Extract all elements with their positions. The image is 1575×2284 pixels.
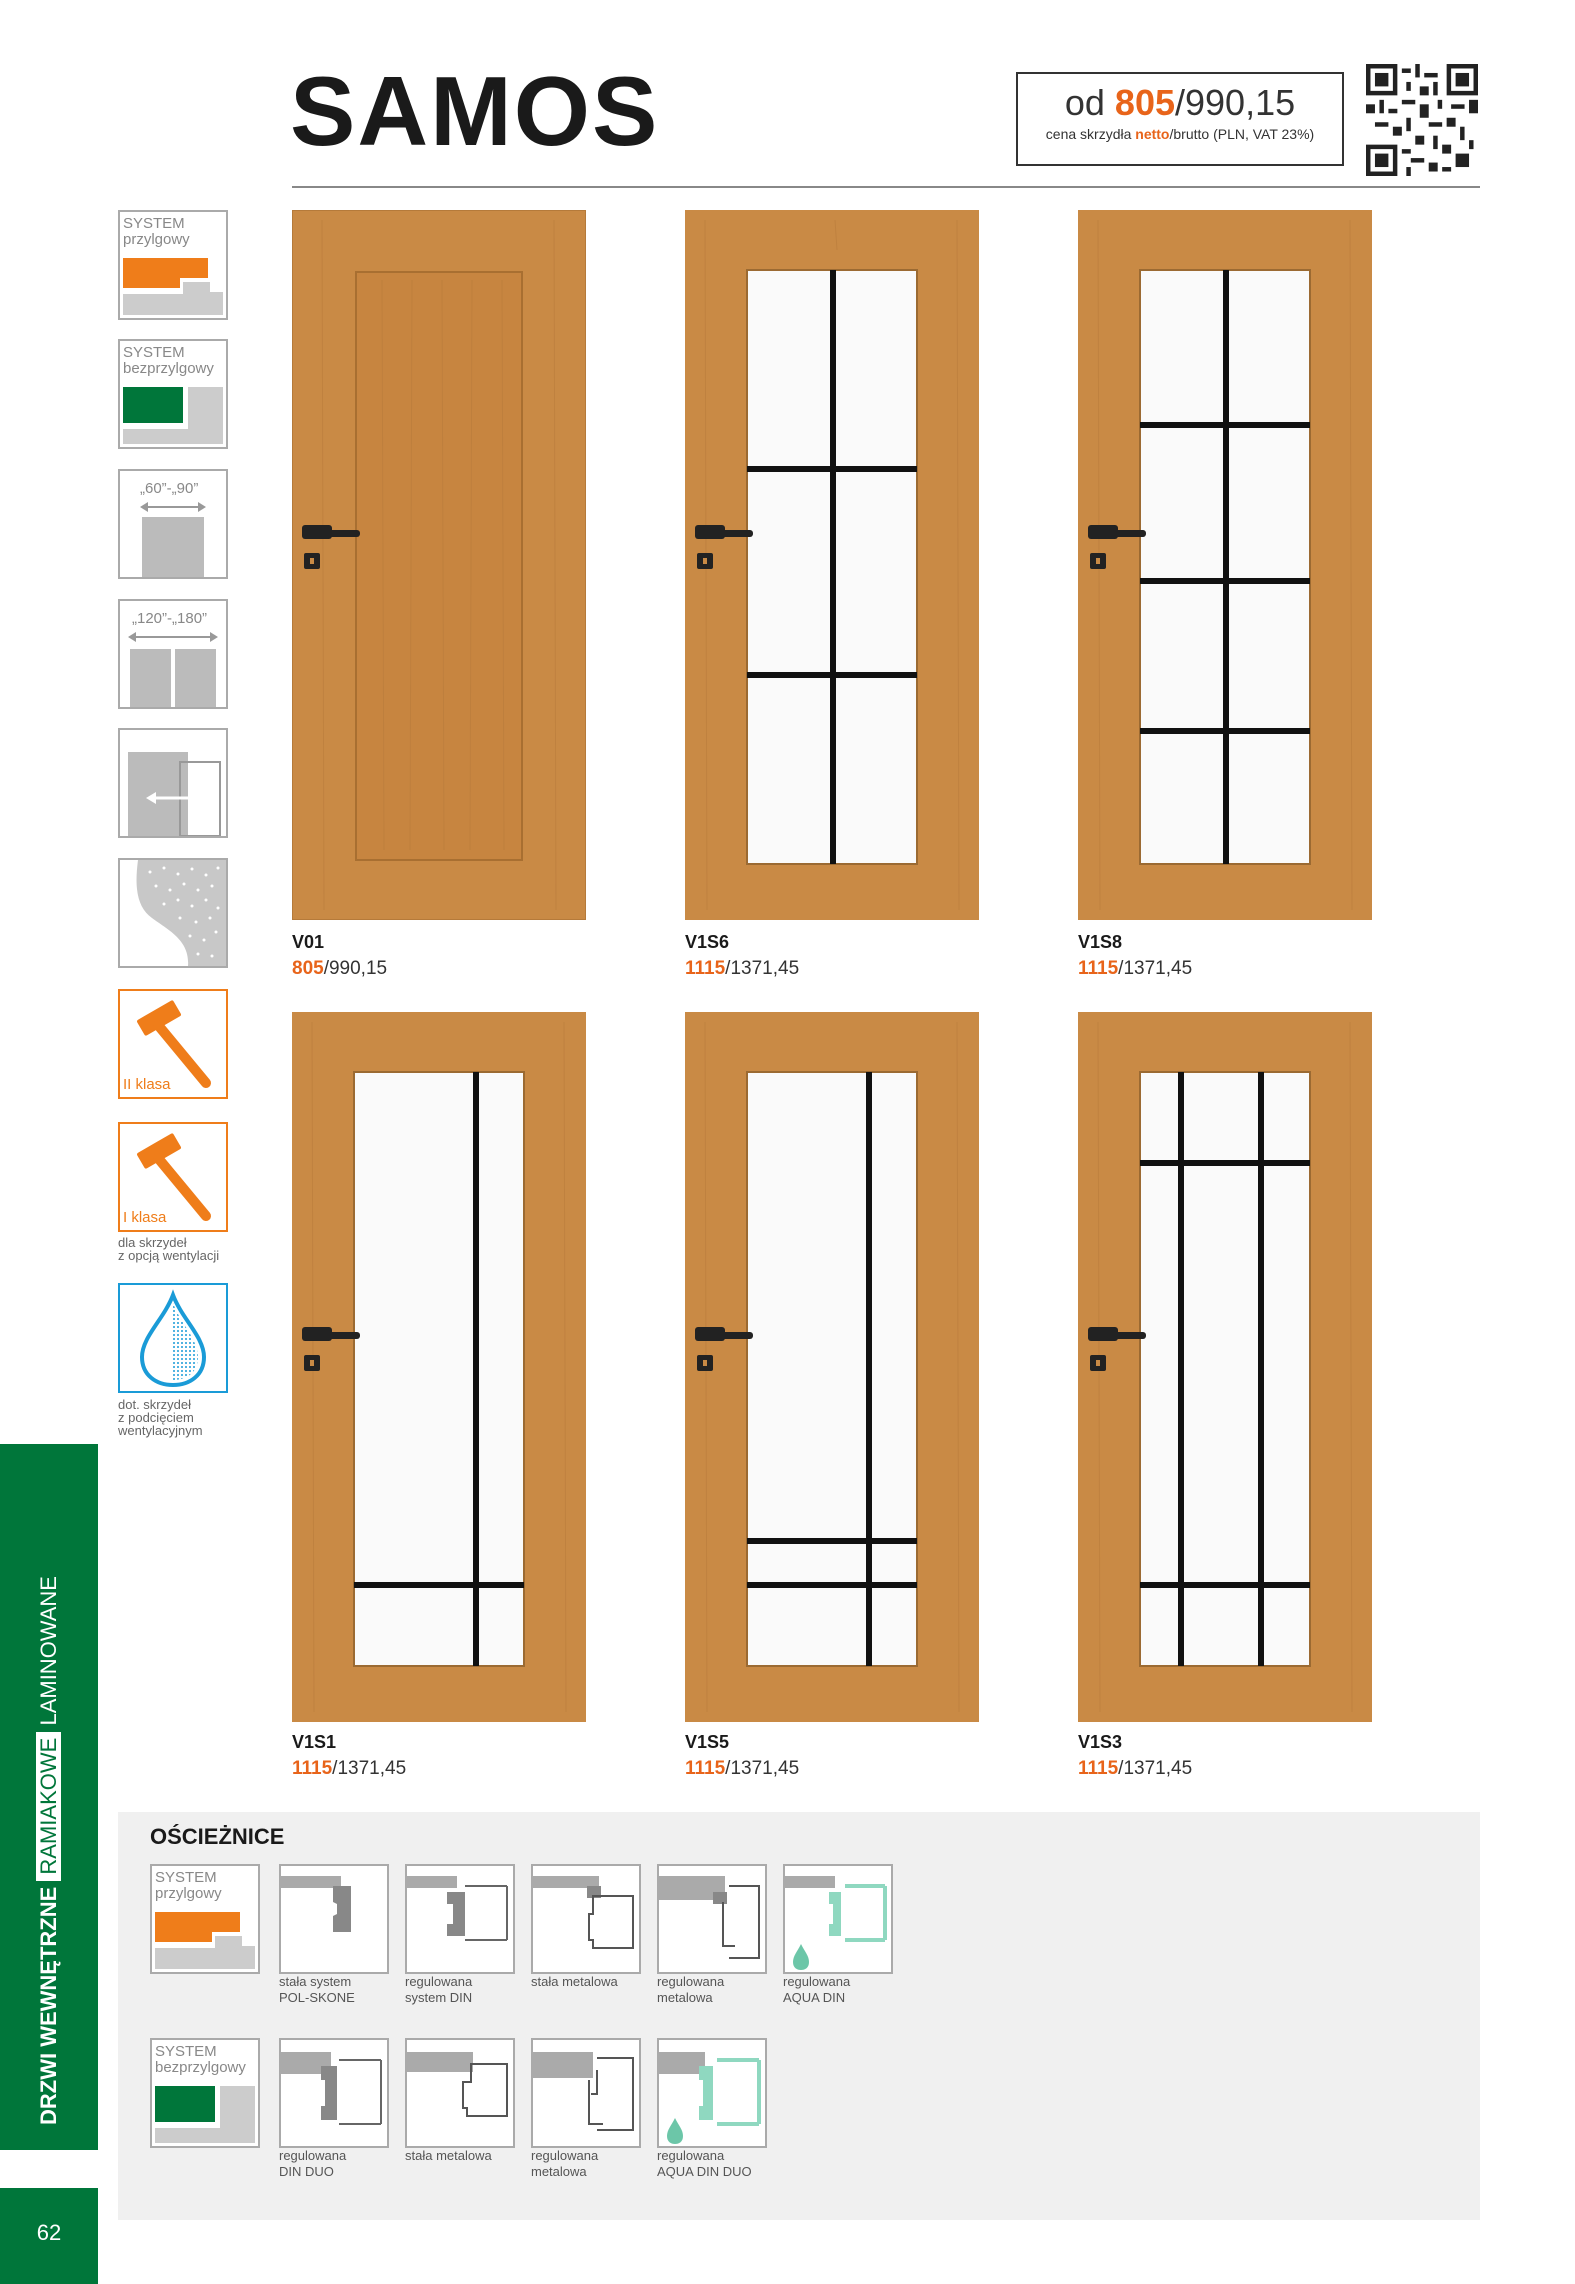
door-price-net: 805 [292, 958, 324, 979]
price-box [1016, 72, 1344, 166]
door-price [292, 1758, 406, 1780]
door-v1s6-graphic [685, 210, 979, 920]
structure-icon [118, 858, 228, 968]
door-image-v1s5[interactable] [685, 1012, 979, 1722]
frame-caption [783, 1974, 903, 2006]
frame-profile-icon [533, 1866, 639, 1972]
door-price [685, 1758, 799, 1780]
frames-title: OŚCIEŻNICE [150, 1824, 285, 1849]
frame-regulowana-metalowa-icon[interactable] [657, 1864, 767, 1974]
page-number: 62 [36, 2220, 62, 2245]
frame-profile-icon [281, 1866, 387, 1972]
price-gross: /990,15 [1175, 82, 1296, 123]
door-image-v1s1[interactable] [292, 1012, 586, 1722]
aqua-drop-icon [118, 1283, 228, 1393]
price-note [1018, 126, 1342, 142]
door-price-net: 1115 [292, 1758, 333, 1779]
door-price-net: 1115 [1078, 1758, 1119, 1779]
water-drop-icon [120, 1285, 226, 1391]
single-width-icon [118, 469, 228, 579]
door-price-gross: /1371,45 [1118, 1758, 1193, 1779]
aqua-caption [118, 1398, 203, 1437]
door-image-v1s6[interactable] [685, 210, 979, 920]
double-door-icon [120, 601, 226, 707]
header-divider [292, 186, 1480, 188]
door-code: V1S1 [292, 1732, 337, 1752]
category-part3: LAMINOWANE [36, 1576, 61, 1726]
frame-stala-metalowa-2-icon[interactable] [405, 2038, 515, 2148]
frame-caption-line2: DIN DUO [279, 2164, 334, 2179]
door-price [292, 958, 387, 980]
sliding-arrows-icon [120, 730, 226, 836]
price-note-net: netto [1135, 126, 1170, 142]
category-part1: DRZWI WEWNĘTRZNE [36, 1886, 61, 2125]
frame-caption-line1: stała metalowa [405, 2148, 492, 2163]
frame-system-bezprzylgowy-icon [150, 2038, 260, 2148]
system-label-line1: SYSTEM [155, 1869, 217, 1886]
door-image-v1s8[interactable] [1078, 210, 1372, 920]
system-label-line2: bezprzylgowy [123, 360, 214, 377]
system-label-line2: przylgowy [123, 231, 190, 248]
price-line [1018, 82, 1342, 124]
frame-caption [405, 1974, 525, 2006]
frame-aqua-din-icon[interactable] [783, 1864, 893, 1974]
class1-caption [118, 1236, 219, 1262]
system-label-line1: SYSTEM [155, 2043, 217, 2060]
frame-caption-line1: regulowana [783, 1974, 851, 1989]
price-note-gross: /brutto (PLN, VAT 23%) [1169, 126, 1315, 142]
frame-caption [531, 2148, 651, 2180]
frame-caption-line2: metalowa [657, 1990, 713, 2005]
aqua-caption-line1: dot. skrzydeł [118, 1397, 191, 1412]
door-v1s1-graphic [292, 1012, 586, 1722]
rebate-profile-icon [152, 1866, 258, 1972]
system-label-line1: SYSTEM [123, 344, 185, 361]
frame-caption-line2: metalowa [531, 2164, 587, 2179]
category-label [14, 1576, 84, 2125]
frame-caption-line2: AQUA DIN [783, 1990, 846, 2005]
single-width-label: „60”-„90” [140, 480, 199, 497]
door-price [1078, 1758, 1192, 1780]
system-label-line2: bezprzylgowy [155, 2059, 246, 2076]
class2-hammer-icon [118, 989, 228, 1099]
door-v1s3-graphic [1078, 1012, 1372, 1722]
frame-stala-metalowa-icon[interactable] [531, 1864, 641, 1974]
door-code: V1S8 [1078, 932, 1123, 952]
aqua-caption-line2: z podcięciem [118, 1410, 194, 1425]
price-net: 805 [1114, 82, 1175, 123]
frame-caption-line2: POL-SKONE [279, 1990, 355, 2005]
door-price-gross: /1371,45 [332, 1758, 407, 1779]
class1-caption-line2: z opcją wentylacji [118, 1248, 220, 1263]
frame-caption-line1: regulowana [531, 2148, 599, 2163]
double-width-icon [118, 599, 228, 709]
single-door-icon [120, 471, 226, 577]
door-price-gross: /1371,45 [725, 1758, 800, 1779]
door-price-gross: /990,15 [323, 958, 388, 979]
price-prefix: od [1064, 82, 1115, 123]
door-v1s5-graphic [685, 1012, 979, 1722]
frame-profile-icon [659, 2040, 765, 2146]
qr-code-icon [1366, 64, 1478, 176]
rebate-profile-icon [120, 212, 226, 318]
frame-caption-line2: AQUA DIN DUO [657, 2164, 752, 2179]
door-price-net: 1115 [685, 1758, 726, 1779]
aqua-caption-line3: wentylacyjnym [118, 1423, 203, 1438]
frame-caption-line1: stała system [279, 1974, 352, 1989]
sliding-door-icon [118, 728, 228, 838]
frame-caption [657, 1974, 777, 2006]
honeycomb-structure-icon [120, 860, 226, 966]
door-price-net: 1115 [1078, 958, 1119, 979]
frame-regulowana-din-icon[interactable] [405, 1864, 515, 1974]
system-bezprzylgowy-icon [118, 339, 228, 449]
product-title: SAMOS [290, 56, 660, 166]
flush-profile-icon [120, 341, 226, 447]
frame-profile-icon [407, 2040, 513, 2146]
class2-label: II klasa [123, 1076, 171, 1093]
frame-din-duo-icon[interactable] [279, 2038, 389, 2148]
class1-hammer-icon [118, 1122, 228, 1232]
door-price-net: 1115 [685, 958, 726, 979]
class1-caption-line1: dla skrzydeł [118, 1235, 187, 1250]
door-image-v01[interactable] [292, 210, 586, 920]
door-v01-graphic [292, 210, 586, 920]
door-code: V01 [292, 932, 325, 952]
frame-profile-icon [533, 2040, 639, 2146]
door-price [1078, 958, 1192, 980]
frame-caption-line2: system DIN [405, 1990, 473, 2005]
frame-caption-line1: stała metalowa [531, 1974, 618, 1989]
double-width-label: „120”-„180” [132, 610, 208, 627]
category-part2: RAMIAKOWE [36, 1732, 61, 1881]
frame-profile-icon [659, 1866, 765, 1972]
flush-profile-icon [152, 2040, 258, 2146]
system-label-line1: SYSTEM [123, 215, 185, 232]
frame-profile-icon [407, 1866, 513, 1972]
system-przylgowy-icon [118, 210, 228, 320]
frame-caption-line1: regulowana [657, 1974, 725, 1989]
frame-aqua-din-duo-icon[interactable] [657, 2038, 767, 2148]
frame-profile-icon [281, 2040, 387, 2146]
frame-caption-line1: regulowana [405, 1974, 473, 1989]
class1-label: I klasa [123, 1209, 167, 1226]
frame-caption-line1: regulowana [657, 2148, 725, 2163]
door-v1s8-graphic [1078, 210, 1372, 920]
door-price-gross: /1371,45 [725, 958, 800, 979]
door-code: V1S5 [685, 1732, 730, 1752]
door-price [685, 958, 799, 980]
frame-caption [405, 2148, 525, 2164]
door-price-gross: /1371,45 [1118, 958, 1193, 979]
frame-caption [279, 2148, 399, 2180]
frame-caption-line1: regulowana [279, 2148, 347, 2163]
frame-regulowana-metalowa-2-icon[interactable] [531, 2038, 641, 2148]
door-image-v1s3[interactable] [1078, 1012, 1372, 1722]
price-note-text: cena skrzydła [1045, 126, 1136, 142]
frame-profile-icon [785, 1866, 891, 1972]
door-code: V1S3 [1078, 1732, 1123, 1752]
frame-stala-system-icon[interactable] [279, 1864, 389, 1974]
system-label-line2: przylgowy [155, 1885, 222, 1902]
frame-caption [657, 2148, 777, 2180]
frame-system-przylgowy-icon [150, 1864, 260, 1974]
door-code: V1S6 [685, 932, 730, 952]
frame-caption [279, 1974, 399, 2006]
frame-caption [531, 1974, 651, 1990]
